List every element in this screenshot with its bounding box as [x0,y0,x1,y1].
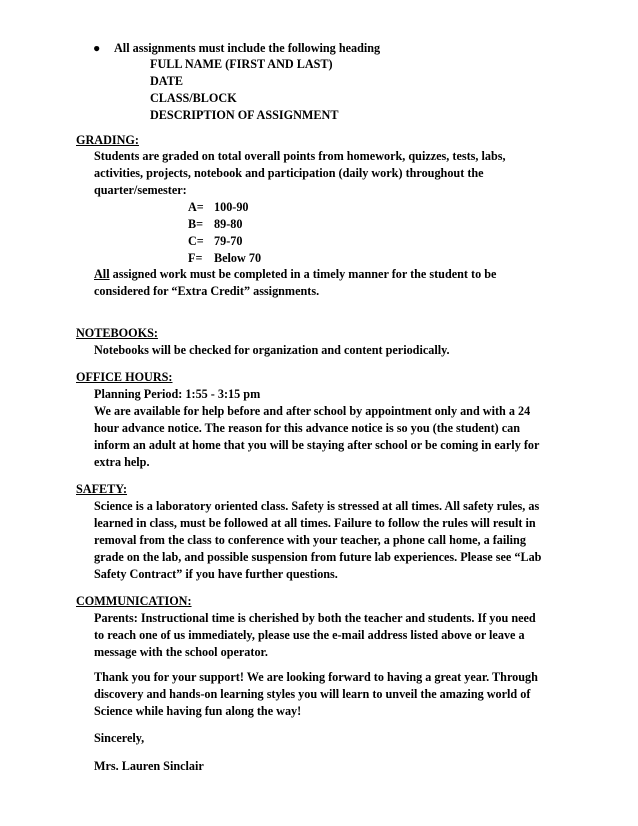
grade-letter: A= [188,200,204,214]
safety-text: grade on the lab, and possible suspension from future lab experiences. Please see “Lab [94,550,542,564]
notebooks-title: NOTEBOOKS: [76,326,158,340]
thanks-text: Thank you for your support! We are looking forward to having a great year. Through [94,670,538,684]
grading-extra-line2: considered for “Extra Credit” assignments. [94,284,320,298]
grade-range: 100-90 [214,200,249,214]
safety-text: Safety Contract” if you have further questions. [94,567,338,581]
safety-text: removal from the class to conference with your teacher, a phone call home, a failing [94,533,526,547]
grading-extra-underlined: All [94,267,110,281]
safety-text: Science is a laboratory oriented class. Safety is stressed at all times. All safety rules, as [94,499,540,513]
signature: Mrs. Lauren Sinclair [94,759,204,773]
office-hours-text: hour advance notice. The reason for this advance notice is so you (the student) can [94,421,521,435]
grade-letter: F= [188,251,203,265]
communication-text: message with the school operator. [94,645,268,659]
heading-item: CLASS/BLOCK [150,91,237,105]
grading-extra-line [94,266,496,283]
office-hours-text: inform an adult at home that you will be staying after school or be coming in early for [94,438,540,452]
office-hours-title: OFFICE HOURS: [76,370,173,384]
grade-letter: B= [188,217,204,231]
grading-text: Students are graded on total overall points from homework, quizzes, tests, labs, [94,149,506,163]
communication-title: COMMUNICATION: [76,594,192,608]
bullet-icon: ● [93,41,101,55]
communication-text: to reach one of us immediately, please use the e-mail address listed above or leave a [94,628,525,642]
heading-intro: All assignments must include the following heading [114,41,381,55]
grade-range: 89-80 [214,217,243,231]
office-hours-text: Planning Period: 1:55 - 3:15 pm [94,387,261,401]
heading-item: DATE [150,74,183,88]
grading-extra-rest: assigned work must be completed in a timely manner for the student to be [109,267,497,281]
safety-title: SAFETY: [76,482,128,496]
grading-text: quarter/semester: [94,183,187,197]
notebooks-text: Notebooks will be checked for organization and content periodically. [94,343,450,357]
heading-item: DESCRIPTION OF ASSIGNMENT [150,108,339,122]
office-hours-text: We are available for help before and after school by appointment only and with a 24 [94,404,531,418]
communication-text: Parents: Instructional time is cherished by both the teacher and students. If you need [94,611,536,625]
heading-item: FULL NAME (FIRST AND LAST) [150,57,333,71]
grade-range: 79-70 [214,234,243,248]
thanks-text: Science while having fun along the way! [94,704,302,718]
closing: Sincerely, [94,731,145,745]
grading-title: GRADING: [76,133,139,147]
safety-text: learned in class, must be followed at all times. Failure to follow the rules will result in [94,516,536,530]
grade-letter: C= [188,234,204,248]
grade-range: Below 70 [214,251,262,265]
grading-text: activities, projects, notebook and participation (daily work) throughout the [94,166,484,180]
office-hours-text: extra help. [94,455,150,469]
thanks-text: discovery and hands-on learning styles you will learn to unveil the amazing world of [94,687,531,701]
